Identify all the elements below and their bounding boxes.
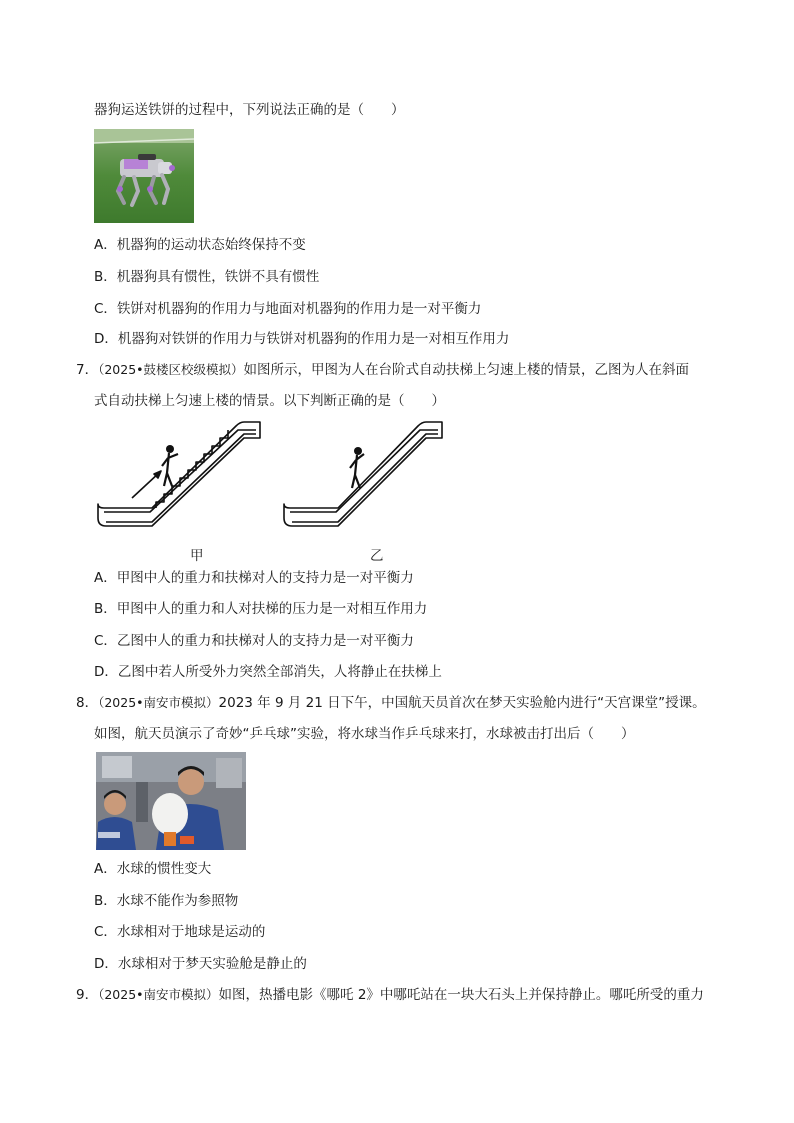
q6-option-a: A．机器狗的运动状态始终保持不变 bbox=[94, 237, 306, 253]
q6-option-d: D．机器狗对铁饼的作用力与铁饼对机器狗的作用力是一对相互作用力 bbox=[94, 331, 510, 347]
fig-label-yi: 乙 bbox=[370, 548, 384, 564]
escalator-step-figure bbox=[94, 418, 264, 532]
q7-stem-line1: 7．（2025•鼓楼区校级模拟）如图所示，甲图为人在台阶式自动扶梯上匀速上楼的情景，乙图为人在斜面 bbox=[76, 362, 690, 378]
q8-number: 8． bbox=[76, 695, 99, 711]
q7-option-a: A．甲图中人的重力和扶梯对人的支持力是一对平衡力 bbox=[94, 570, 414, 586]
q8-option-c: C．水球相对于地球是运动的 bbox=[94, 924, 266, 940]
q7-option-b: B．甲图中人的重力和人对扶梯的压力是一对相互作用力 bbox=[94, 601, 428, 617]
q8-option-b: B．水球不能作为参照物 bbox=[94, 893, 239, 909]
q7-option-d: D．乙图中若人所受外力突然全部消失，人将静止在扶梯上 bbox=[94, 664, 442, 680]
q6-option-b: B．机器狗具有惯性，铁饼不具有惯性 bbox=[94, 269, 320, 285]
escalator-slope-figure bbox=[280, 418, 446, 532]
fig-label-jia: 甲 bbox=[190, 548, 204, 564]
q9-source: （2025•南安市模拟） bbox=[98, 987, 219, 1002]
q7-option-c: C．乙图中人的重力和扶梯对人的支持力是一对平衡力 bbox=[94, 633, 414, 649]
q8-stem-line2: 如图，航天员演示了奇妙“乒乓球”实验，将水球当作乒乓球来打，水球被击打出后（ ） bbox=[94, 726, 635, 742]
q7-number: 7． bbox=[76, 362, 99, 378]
q7-stem-line2: 式自动扶梯上匀速上楼的情景。以下判断正确的是（ ） bbox=[94, 393, 445, 409]
q8-option-a: A．水球的惯性变大 bbox=[94, 861, 212, 877]
q9-number: 9． bbox=[76, 987, 99, 1003]
robot-dog-photo bbox=[94, 129, 194, 223]
q7-source: （2025•鼓楼区校级模拟） bbox=[98, 362, 244, 377]
q6-stem-tail: 器狗运送铁饼的过程中，下列说法正确的是（ ） bbox=[94, 102, 405, 118]
astronaut-photo bbox=[96, 752, 246, 850]
q8-stem-line1: 8．（2025•南安市模拟）2023 年 9 月 21 日下午，中国航天员首次在梦天实验舱内进行“天宫课堂”授课。 bbox=[76, 695, 706, 711]
q6-option-c: C．铁饼对机器狗的作用力与地面对机器狗的作用力是一对平衡力 bbox=[94, 301, 482, 317]
q8-option-d: D．水球相对于梦天实验舱是静止的 bbox=[94, 956, 307, 972]
q8-source: （2025•南安市模拟） bbox=[98, 695, 219, 710]
q9-stem-line1: 9．（2025•南安市模拟）如图，热播电影《哪吒 2》中哪吒站在一块大石头上并保持静止。哪吒所受的重力 bbox=[76, 987, 704, 1003]
